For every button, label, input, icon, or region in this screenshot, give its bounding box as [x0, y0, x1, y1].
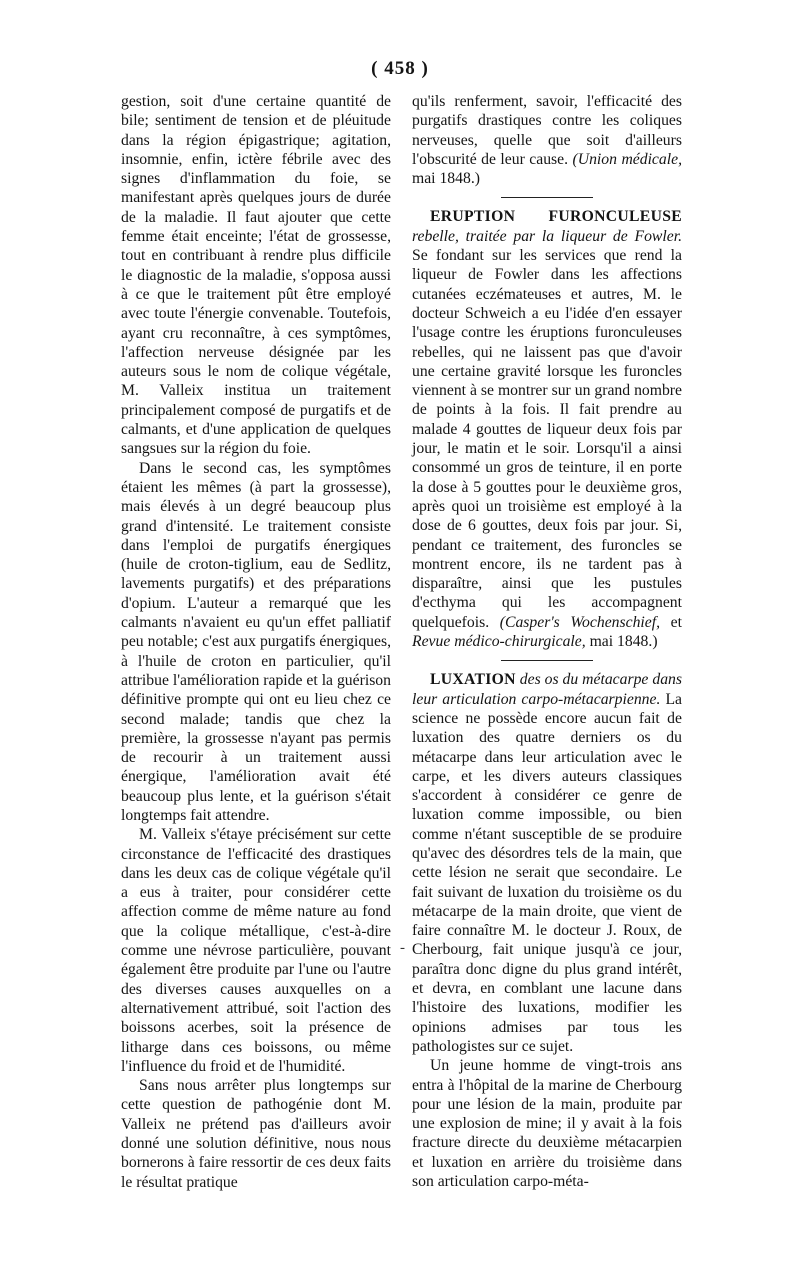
- source-citation: (Casper's Wochenschief,: [499, 613, 661, 631]
- paragraph: Un jeune homme de vingt-trois ans entra à l'hôpital de la marine de Cherbourg pour une lésion de la main, produite par une explosion de mine; il y avait à la fois fracture directe du deuxième métacarpien et luxation en arrière du troisième dans son articulation carpo-méta-: [412, 1057, 682, 1191]
- article-eruption-furonculeuse: [412, 207, 682, 651]
- margin-mark: -: [400, 940, 405, 956]
- paragraph: gestion, soit d'une certaine quantité de bile; sentiment de tension et de pléuitude dans la région épigastrique; agitation, insomnie, enfin, ictère fébrile avec des signes d'inflammation du foie, se manifestant après quelques jours de durée de la maladie. Il faut ajouter que cette femme était enceinte; l'état de grossesse, tout en contribuant à rendre plus difficile le diagnostic de la maladie, s'opposa aussi à ce que le traitement pût être employé avec toute l'énergie convenable. Toutefois, ayant cru reconnaître, à ces symptômes, l'affection nerveuse désignée par les auteurs sous le nom de colique végétale, M. Valleix institua un traitement principalement composé de purgatifs et de calmants, et d'une application de quelques sangsues sur la région du foie.: [121, 93, 391, 458]
- page-number: ( 458 ): [371, 58, 429, 79]
- article-text: Se fondant sur les services que rend la liqueur de Fowler dans les affections cutanées eczémateuses et autres, M. le docteur Schweich a eu l'idée d'en essayer l'usage contre les éruptions furonculeuses rebelles, qui ne laissent pas que d'avoir une certaine gravité lorsque les furoncles viennent à se montrer sur un grand nombre de points à la fois. Il fait prendre au malade 4 gouttes de liqueur deux fois par jour, le matin et le soir. Lorsqu'il a ainsi consommé un gros de teinture, il en porte la dose à 5 gouttes pour le deuxième gros, après quoi un troisième est employé à la dose de 6 gouttes, deux fois par jour. Si, pendant ce traitement, des furoncles se montrent encore, ils ne tardent pas à disparaître, ainsi que les pustules d'ecthyma qui les accompagnent quelquefois.: [412, 247, 682, 631]
- section-divider: [501, 197, 593, 198]
- article-text: La science ne possède encore aucun fait de luxation des quatre derniers os du métacarpe dans leur articulation avec le carpe, et les divers auteurs classiques s'accordent à considérer ce genre de luxation comme impossible, ou bien comme n'étant susceptible de se produire qu'avec des désordres tels de la main, que cette lésion ne serait que secondaire. Le fait suivant de luxation du troisième os du métacarpe de la main droite, que vient de faire connaître M. le docteur J. Roux, de Cherbourg, fait unique jusqu'à ce jour, paraîtra donc digne du plus grand intérêt, et devra, en comblant une lacune dans l'histoire des luxations, modifier les opinions admises par tous les pathologistes sur ce sujet.: [412, 690, 682, 1055]
- right-column: [412, 92, 682, 1191]
- citation-date: mai 1848.): [412, 170, 480, 188]
- paragraph: Dans le second cas, les symptômes étaient les mêmes (à part la grossesse), mais élevés à un degré beaucoup plus grand d'intensité. Le traitement consiste dans l'emploi de purgatifs énergiques (huile de croton-tiglium, eau de Sedlitz, lavements purgatifs) et des préparations d'opium. L'auteur a remarqué que les calmants n'avaient eu qu'un effet palliatif peu notable; c'est aux purgatifs énergiques, à l'huile de croton en particulier, qu'il attribue l'amélioration rapide et la guérison définitive prompte qui ont eu lieu chez ce second malade; tandis que chez la première, la grossesse n'ayant pas permis de recourir à un traitement aussi énergique, l'amélioration avait été beaucoup plus lente, et la guérison s'était longtemps fait attendre.: [121, 459, 391, 824]
- paragraph: [412, 92, 682, 188]
- paragraph-text: qu'ils renferment, savoir, l'efficacité des purgatifs drastiques contre les coliques nerveuses, quelle que soit d'ailleurs l'obscurité de leur cause.: [412, 93, 682, 168]
- section-divider: [501, 660, 593, 661]
- citation-joiner: et: [660, 613, 682, 631]
- paragraph: Sans nous arrêter plus longtemps sur cette question de pathogénie dont M. Valleix ne prétend pas d'ailleurs avoir donné une solution définitive, nous nous bornerons à faire ressortir de ces deux faits le résultat pratique: [121, 1077, 391, 1191]
- source-citation: (Union médicale,: [572, 150, 682, 168]
- article-subtitle: rebelle, traitée par la liqueur de Fowler.: [412, 227, 682, 245]
- article-heading: LUXATION: [430, 671, 516, 689]
- article-subtitle: des os du métacarpe dans leur articulation carpo-métacarpienne.: [412, 671, 682, 708]
- article-heading: ERUPTION FURONCULEUSE: [430, 208, 682, 226]
- article-luxation: [412, 670, 682, 1056]
- source-citation: Revue médico-chirurgicale,: [412, 633, 586, 651]
- citation-date: mai 1848.): [585, 633, 658, 651]
- left-column: [121, 92, 391, 1192]
- paragraph: M. Valleix s'étaye précisément sur cette circonstance de l'efficacité des drastiques dans les deux cas de colique végétale qu'il a eus à traiter, pour considérer cette affection comme de même nature au fond que la colique métallique, c'est-à-dire comme une névrose particulière, pouvant également être produite par l'une ou l'autre des diverses causes auxquelles on a alternativement attribué, soit l'action des boissons acerbes, soit la présence de litharge dans ces boissons, ou même l'influence du froid et de l'humidité.: [121, 826, 391, 1075]
